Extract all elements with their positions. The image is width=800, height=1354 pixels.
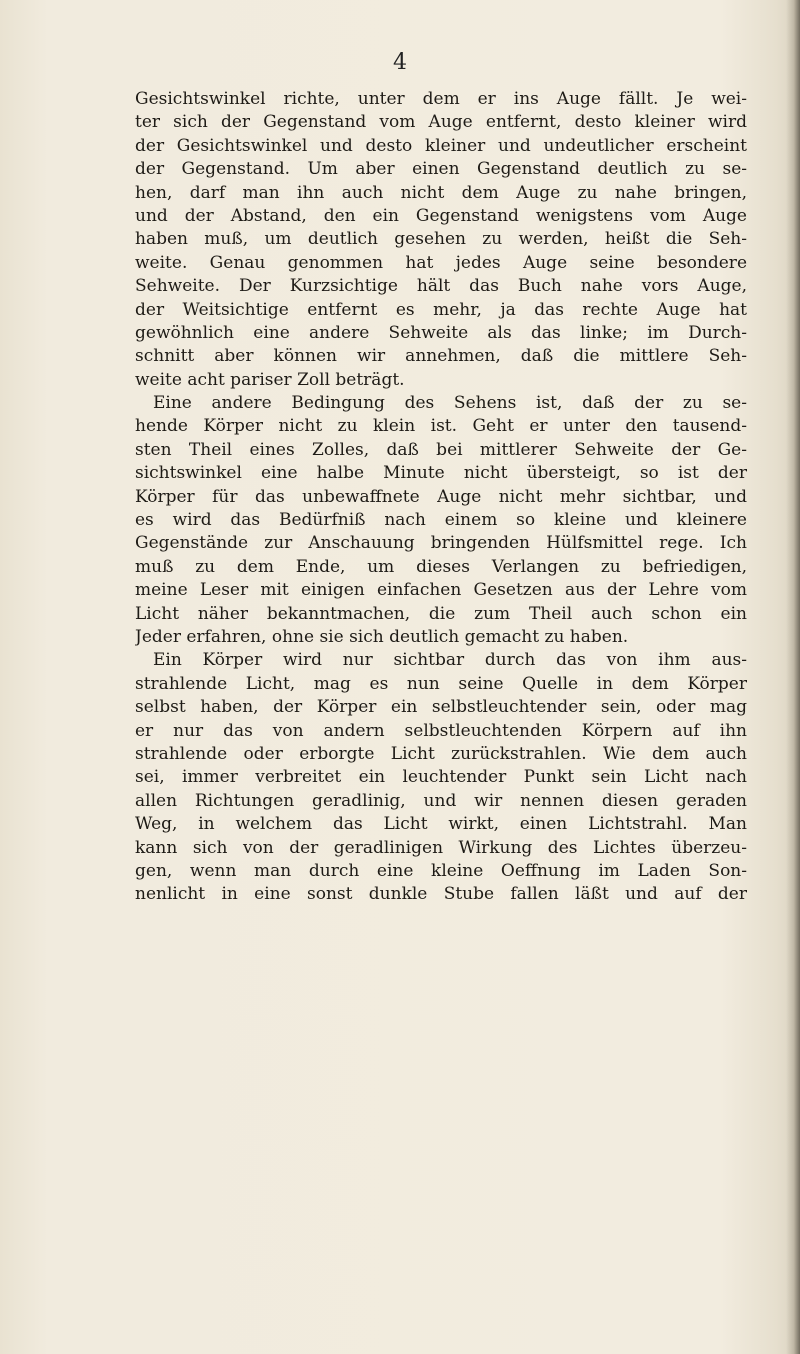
text-line: allen Richtungen geradlinig, und wir nennen diesen geraden xyxy=(135,790,747,811)
text-line: und der Abstand, den ein Gegenstand wenigstens vom Auge xyxy=(135,205,747,226)
page-edge-shadow xyxy=(786,0,800,1354)
text-line: Ein Körper wird nur sichtbar durch das von ihm aus- xyxy=(153,650,747,671)
text-line: nenlicht in eine sonst dunkle Stube fallen läßt und auf der xyxy=(135,884,747,905)
text-line: strahlende oder erborgte Licht zurückstrahlen. Wie dem auch xyxy=(135,743,747,764)
text-line: Licht näher bekanntmachen, die zum Theil auch schon ein xyxy=(135,603,747,624)
text-line: hen, darf man ihn auch nicht dem Auge zu nahe bringen, xyxy=(135,182,747,203)
text-line: selbst haben, der Körper ein selbstleuchtender sein, oder mag xyxy=(135,697,747,718)
text-line: Jeder erfahren, ohne sie sich deutlich gemacht zu haben. xyxy=(135,626,629,647)
text-line: haben muß, um deutlich gesehen zu werden, heißt die Seh- xyxy=(135,229,747,250)
text-line: der Weitsichtige entfernt es mehr, ja das rechte Auge hat xyxy=(135,299,747,320)
text-line: schnitt aber können wir annehmen, daß die mittlere Seh- xyxy=(135,346,747,367)
text-line: Sehweite. Der Kurzsichtige hält das Buch nahe vors Auge, xyxy=(135,276,747,297)
text-line: Körper für das unbewaffnete Auge nicht mehr sichtbar, und xyxy=(135,486,747,507)
page-number: 4 xyxy=(393,50,407,75)
text-line: kann sich von der geradlinigen Wirkung des Lichtes überzeu- xyxy=(135,837,747,858)
text-line: Gegenstände zur Anschauung bringenden Hülfsmittel rege. Ich xyxy=(135,533,747,554)
text-line: Gesichtswinkel richte, unter dem er ins Auge fällt. Je wei- xyxy=(135,89,747,109)
text-line: meine Leser mit einigen einfachen Gesetzen aus der Lehre vom xyxy=(135,580,747,601)
text-line: der Gesichtswinkel und desto kleiner und undeutlicher erscheint xyxy=(135,135,747,156)
text-line: weite. Genau genommen hat jedes Auge seine besondere xyxy=(135,252,747,273)
text-line: sichtswinkel eine halbe Minute nicht übersteigt, so ist der xyxy=(135,463,747,484)
text-line: Weg, in welchem das Licht wirkt, einen Lichtstrahl. Man xyxy=(135,814,747,835)
text-line: er nur das von andern selbstleuchtenden Körpern auf ihn xyxy=(135,720,747,741)
text-line: sten Theil eines Zolles, daß bei mittlerer Sehweite der Ge- xyxy=(135,439,747,460)
text-line: es wird das Bedürfniß nach einem so kleine und kleinere xyxy=(135,510,747,531)
text-line: muß zu dem Ende, um dieses Verlangen zu befriedigen, xyxy=(135,556,747,577)
body-text xyxy=(135,88,747,907)
text-line: der Gegenstand. Um aber einen Gegenstand deutlich zu se- xyxy=(135,159,747,180)
text-line: ter sich der Gegenstand vom Auge entfernt, desto kleiner wird xyxy=(135,112,747,133)
text-line: Eine andere Bedingung des Sehens ist, daß der zu se- xyxy=(153,393,747,414)
text-line: gewöhnlich eine andere Sehweite als das linke; im Durch- xyxy=(135,322,747,343)
text-line: gen, wenn man durch eine kleine Oeffnung im Laden Son- xyxy=(135,860,747,881)
text-line: strahlende Licht, mag es nun seine Quelle in dem Körper xyxy=(135,673,747,694)
text-line: weite acht pariser Zoll beträgt. xyxy=(135,369,405,390)
text-line: sei, immer verbreitet ein leuchtender Punkt sein Licht nach xyxy=(135,767,747,788)
text-line: hende Körper nicht zu klein ist. Geht er unter den tausend- xyxy=(135,416,747,437)
